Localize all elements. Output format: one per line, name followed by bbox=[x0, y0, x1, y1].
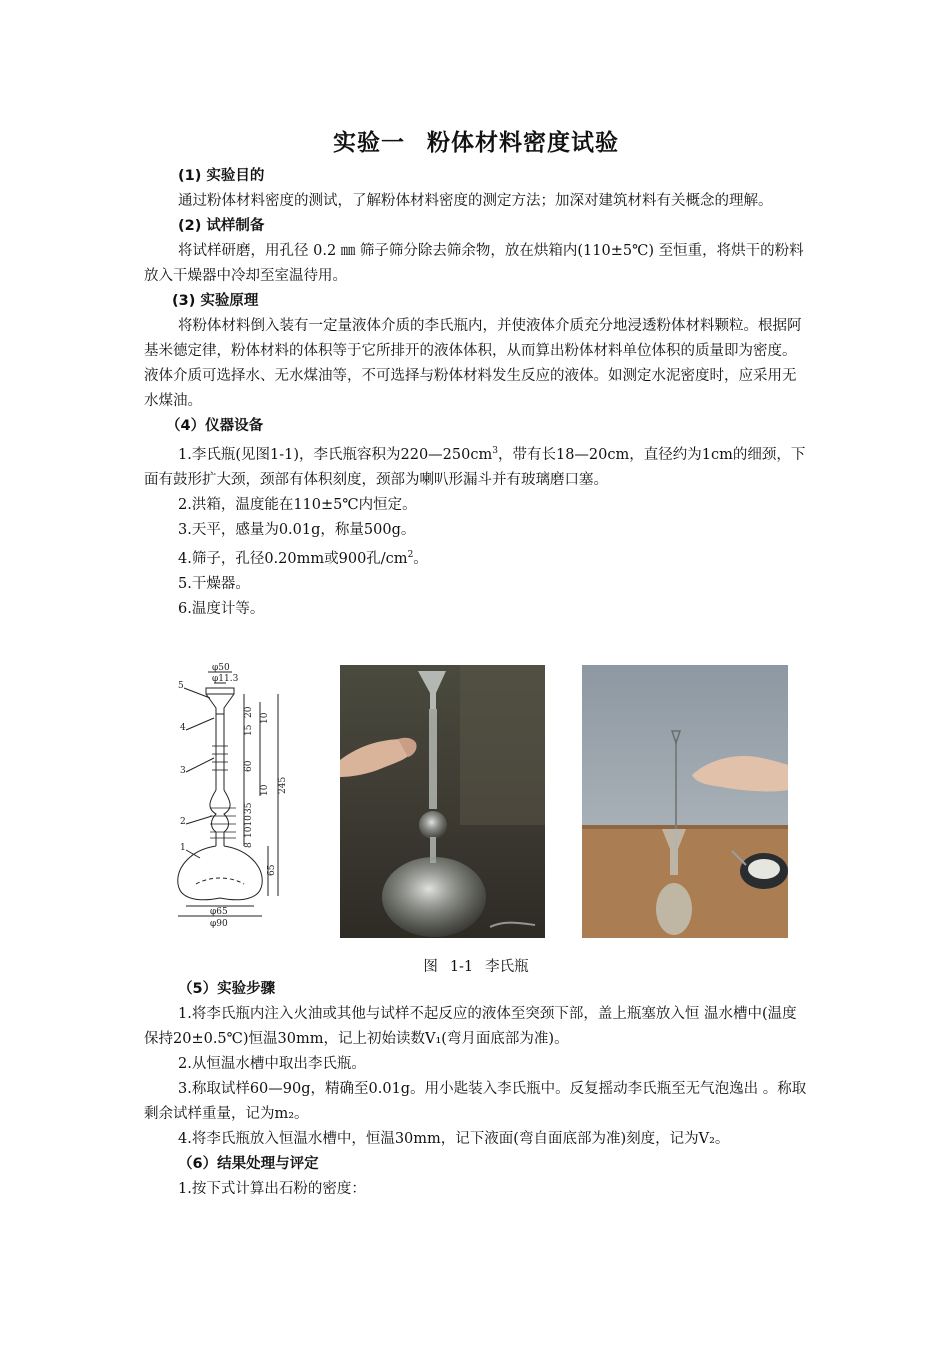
page-title bbox=[0, 124, 952, 157]
svg-text:φ50: φ50 bbox=[212, 663, 230, 673]
svg-text:10: 10 bbox=[260, 712, 270, 724]
equipment-item-2: 2.洪箱，温度能在110±5℃内恒定。 bbox=[178, 496, 417, 513]
sections-top bbox=[144, 164, 810, 622]
svg-text:φ90: φ90 bbox=[210, 919, 228, 929]
svg-text:5: 5 bbox=[178, 681, 184, 691]
sample-prep-text: 将试样研磨，用孔径 0.2 ㎜ 筛子筛分除去筛余物，放在烘箱内(110±5℃) 至恒重，将烘干的粉料放入干燥器中冷却至室温待用。 bbox=[144, 243, 804, 284]
figure-name: 李氏瓶 bbox=[485, 959, 529, 975]
heading-procedure: （5）实验步骤 bbox=[178, 981, 276, 997]
svg-text:1: 1 bbox=[180, 843, 186, 853]
svg-text:φ65: φ65 bbox=[210, 907, 228, 917]
equipment-item-6: 6.温度计等。 bbox=[178, 600, 265, 617]
svg-text:2: 2 bbox=[180, 817, 186, 827]
sections-bottom bbox=[144, 977, 810, 1202]
equipment-item-1: 1.李氏瓶(见图1-1)，李氏瓶容积为$220—250cm^3$，带有长18—20cm，直径约为1cm的细颈，下面有鼓形扩大颈，颈部有体积刻度，颈部为喇叭形漏斗并有玻璃磨口塞。 bbox=[144, 446, 806, 488]
procedure-step-3: 3.称取试样60—90g，精确至0.01g。用小匙装入李氏瓶中。反复摇动李氏瓶至无气泡逸出 。称取剩余试样重量，记为m₂。 bbox=[144, 1081, 807, 1122]
svg-text:245: 245 bbox=[278, 776, 288, 794]
svg-text:4: 4 bbox=[180, 723, 186, 733]
svg-text:8: 8 bbox=[244, 842, 254, 848]
svg-text:65: 65 bbox=[267, 864, 277, 876]
heading-purpose: (1) 实验目的 bbox=[178, 168, 265, 184]
svg-text:1010: 1010 bbox=[244, 815, 254, 838]
svg-text:10: 10 bbox=[260, 784, 270, 796]
heading-results: （6）结果处理与评定 bbox=[178, 1156, 319, 1172]
heading-principle: (3) 实验原理 bbox=[172, 293, 259, 309]
figure-caption bbox=[0, 955, 952, 976]
svg-text:35: 35 bbox=[244, 802, 254, 814]
procedure-step-4: 4.将李氏瓶放入恒温水槽中，恒温30mm，记下液面(弯自面底部为准)刻度，记为V₂。 bbox=[178, 1131, 730, 1147]
svg-text:15: 15 bbox=[244, 724, 254, 736]
figure-label: 图 bbox=[423, 959, 438, 975]
flask-setup-photo bbox=[582, 665, 788, 938]
svg-text:φ11.3: φ11.3 bbox=[212, 674, 239, 684]
heading-equipment: （4）仪器设备 bbox=[166, 418, 264, 434]
results-step-1: 1.按下式计算出石粉的密度： bbox=[178, 1181, 366, 1197]
title-part2: 粉体材料密度试验 bbox=[427, 130, 619, 156]
flask-diagram bbox=[170, 662, 300, 932]
purpose-text: 通过粉体材料密度的测试，了解粉体材料密度的测定方法；加深对建筑材料有关概念的理解。 bbox=[178, 193, 773, 209]
equipment-item-5: 5.干燥器。 bbox=[178, 575, 250, 592]
heading-sample-prep: (2) 试样制备 bbox=[178, 218, 265, 234]
title-part1: 实验一 bbox=[333, 130, 405, 156]
figure-number: 1-1 bbox=[449, 959, 474, 975]
svg-text:20: 20 bbox=[244, 706, 254, 718]
svg-text:3: 3 bbox=[180, 766, 186, 776]
svg-text:60: 60 bbox=[244, 760, 254, 772]
equipment-item-3: 3.天平，感量为0.01g，称量500g。 bbox=[178, 521, 416, 538]
procedure-step-2: 2.从恒温水槽中取出李氏瓶。 bbox=[178, 1056, 366, 1072]
principle-text: 将粉体材料倒入装有一定量液体介质的李氏瓶内，并使液体介质充分地浸透粉体材料颗粒。根据阿基米德定律，粉体材料的体积等于它所排开的液体体积，从而算出粉体材料单位体积的质量即为密度。液体介质可选择水、无水煤油等，不可选择与粉体材料发生反应的液体。如测定水泥密度时，应采用无水煤油。 bbox=[144, 318, 802, 409]
procedure-step-1: 1.将李氏瓶内注入火油或其他与试样不起反应的液体至突颈下部，盖上瓶塞放入恒 温水槽中(温度保持20±0.5℃)恒温30mm，记上初始读数V₁(弯月面底部为准)。 bbox=[144, 1006, 797, 1047]
flask-photo bbox=[340, 665, 545, 938]
equipment-item-4: 4.筛子，孔径0.20mm或900孔$/cm^2$。 bbox=[178, 549, 428, 567]
